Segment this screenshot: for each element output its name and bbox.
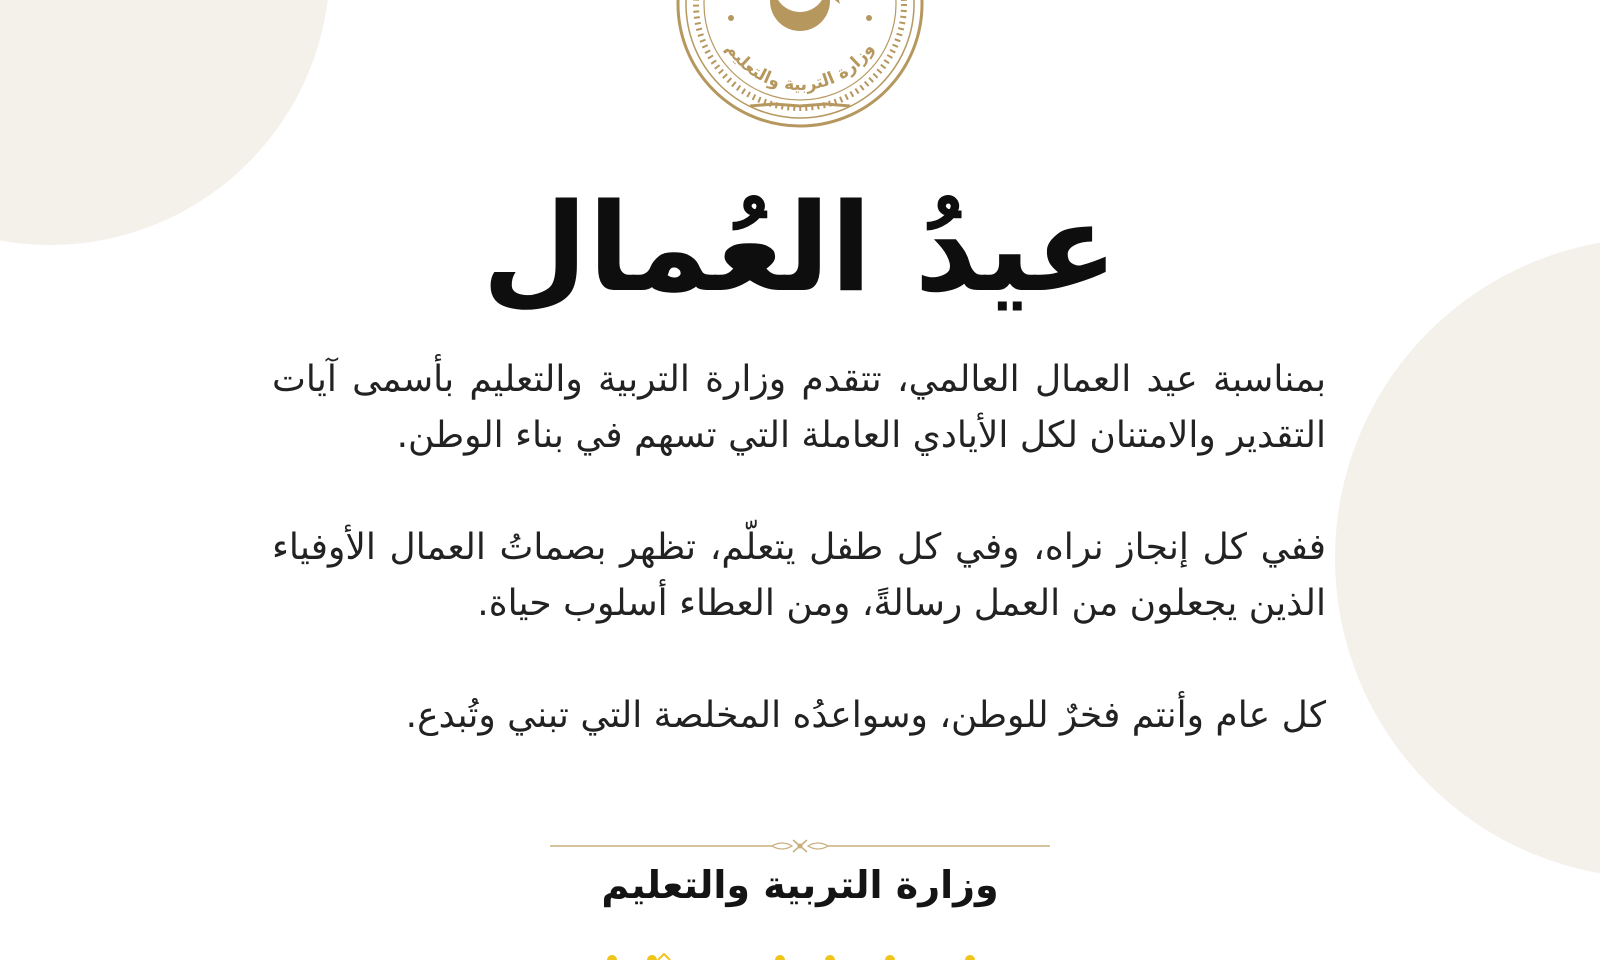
message-paragraph-3: كل عام وأنتم فخرٌ للوطن، وسواعدُه المخلصة التي تبني وتُبدع.: [405, 695, 1326, 736]
signature: وزارة التربية والتعليم: [601, 863, 999, 907]
message-paragraph-1: بمناسبة عيد العمال العالمي، تتقدم وزارة التربية والتعليم بأسمى آيات التقدير والامتنان لكل الأيادي العاملة التي تسهم في بناء الوطن.: [272, 359, 1326, 456]
message-paragraph-2: ففي كل إنجاز نراه، وفي كل طفل يتعلّم، تظهر بصماتُ العمال الأوفياء الذين يجعلون من العمل رسالةً، ومن العطاء أسلوب حياة.: [272, 527, 1326, 624]
decorative-blob-right: [1335, 238, 1600, 878]
seal-text: وزارة التربية والتعليم: [721, 39, 879, 96]
decorative-dots: [600, 953, 1000, 960]
message-body: [272, 352, 1326, 744]
page-title: عيدُ العُمال: [481, 177, 1119, 319]
ministry-seal-icon: [674, 0, 926, 130]
ornamental-divider: [550, 838, 1050, 854]
svg-text:وزارة التربية والتعليم: [722, 39, 879, 95]
